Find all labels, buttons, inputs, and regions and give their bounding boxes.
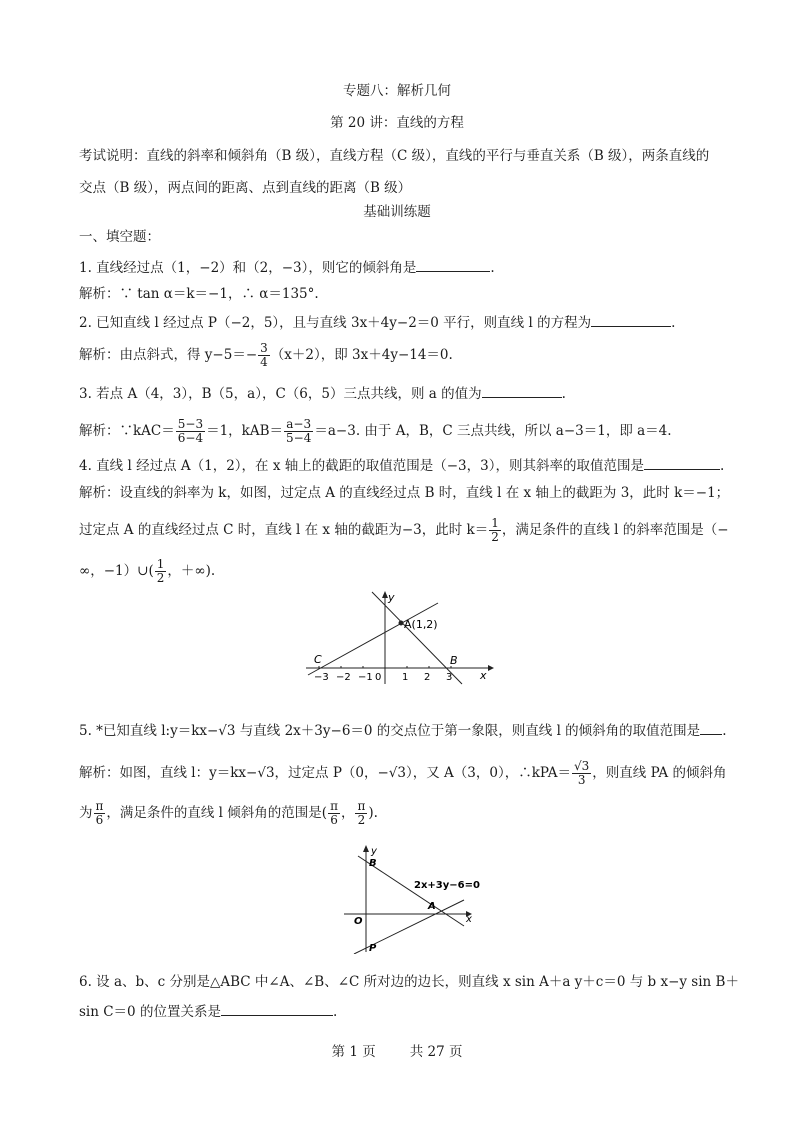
x-tick-label: 0 [375,672,382,683]
solution-4-line-1: 解析：设直线的斜率为 k，如图，过定点 A 的直线经过点 B 时，直线 l 在 x 轴上的截距为 3，此时 k＝−1； [79,485,730,501]
y-axis-label: y [388,591,395,604]
question-6-line-2: sin C＝0 的位置关系是 . [79,1001,337,1021]
x-tick-label: −3 [314,672,329,683]
exam-note-line-1: 考试说明：直线的斜率和倾斜角（B 级），直线方程（C 级），直线的平行与垂直关系（B 级），两条直线的 [79,148,710,164]
solution-3: 解析：∵kAC＝ $\frac{5-3}{6-4}$ ＝1，kAB＝ $\frac{a-3}{5-4}$ ＝a−3. 由于 A，B，C 三点共线，所以 a−3＝1，即 a＝4. [79,417,672,445]
page-number: 第 1 页 [331,1044,376,1060]
section-title: 基础训练题 [363,204,431,220]
topic-title: 专题八：解析几何 [343,83,451,99]
fraction: $\frac{\pi}{2}$ [357,799,366,827]
fraction: $\frac{\pi}{6}$ [330,799,338,827]
point-p-label: P [369,943,377,954]
fraction: $\frac{√3}{3}$ [574,759,590,787]
page-total: 共 27 页 [409,1044,463,1060]
question-2: 2. 已知直线 l 经过点 P（−2，5），且与直线 3x＋4y−2＝0 平行，则直线 l 的方程为 . [79,312,675,332]
x-tick-label: −2 [336,672,351,683]
x-tick-label: 3 [446,672,453,683]
page-footer [0,1040,794,1060]
point-a-label: A(1,2) [404,618,438,631]
point-a-label: A [428,901,436,912]
answer-blank [482,383,562,398]
solution-1: 解析：∵ tan α＝k＝−1，∴ α＝135°. [79,286,319,302]
x-axis-label: x [466,914,472,925]
answer-blank [416,257,490,272]
point-a [399,621,404,626]
answer-blank [591,312,671,327]
x-tick-label: 2 [424,672,431,683]
answer-blank [644,455,720,470]
solution-4-line-2: 过定点 A 的直线经过点 C 时，直线 l 在 x 轴的截距为−3，此时 k＝ $\frac{1}{2}$ ，满足条件的直线 l 的斜率范围是（− [79,516,729,544]
question-5: 5. *已知直线 l:y＝kx−√3 与直线 2x＋3y−6＝0 的交点位于第一象限，则直线 l 的倾斜角的取值范围是 . [79,720,726,740]
fraction: $\frac{1}{2}$ [156,557,165,585]
x-axis-arrow [488,665,494,671]
x-tick-label: 1 [402,672,409,683]
solution-5-line-1: 解析：如图，直线 l：y＝kx−√3，过定点 P（0，−√3），又 A（3，0），∴kPA＝ $\frac{√3}{3}$ ，则直线 PA 的倾斜角 [79,759,727,787]
y-axis-label: y [371,846,377,857]
fraction: $\frac{5-3}{6-4}$ [177,417,204,445]
exam-note-line-2: 交点（B 级），两点间的距离、点到直线的距离（B 级） [79,180,412,196]
lecture-title: 第 20 讲：直线的方程 [330,115,464,131]
question-6-line-1: 6. 设 a、b、c 分别是△ABC 中∠A、∠B、∠C 所对边的边长，则直线 x sin A＋a y＋c＝0 与 b x−y sin B＋ [79,974,739,990]
y-axis-arrow [363,845,369,852]
solution-5-line-2: 为 $\frac{\pi}{6}$ ，满足条件的直线 l 倾斜角的范围是( $\frac{\pi}{6}$ ， $\frac{\pi}{2}$ ). [79,799,378,827]
question-3: 3. 若点 A（4，3），B（5，a），C（6，5）三点共线，则 a 的值为 . [79,383,566,403]
fraction: $\frac{3}{4}$ [260,341,268,369]
x-tick-label: −1 [358,672,373,683]
answer-blank [700,720,722,735]
solution-2: 解析：由点斜式，得 y−5＝− $\frac{3}{4}$ （x＋2），即 3x＋4y−14＝0. [79,341,453,369]
point-b-label: B [450,654,458,667]
part-title: 一、填空题： [79,229,160,245]
question-4: 4. 直线 l 经过点 A（1，2），在 x 轴上的截距的取值范围是（−3，3），则其斜率的取值范围是 . [79,455,724,475]
figure-1 [300,588,500,688]
question-1: 1. 直线经过点（1，−2）和（2，−3），则它的倾斜角是 . [79,257,495,277]
answer-blank [221,1001,333,1016]
solution-4-line-3: ∞，−1）∪( $\frac{1}{2}$ ，＋∞). [79,557,216,585]
figure-2 [340,842,480,954]
line-equation-label: 2x+3y−6=0 [414,880,480,891]
x-axis-label: x [480,669,487,682]
fraction: $\frac{a-3}{5-4}$ [286,417,312,445]
point-b-label: B [369,858,377,869]
x-tick-labels [314,666,452,683]
origin-label: O [354,916,363,927]
fraction: $\frac{1}{2}$ [491,516,499,544]
point-c-label: C [314,653,322,666]
fraction: $\frac{\pi}{6}$ [95,799,104,827]
